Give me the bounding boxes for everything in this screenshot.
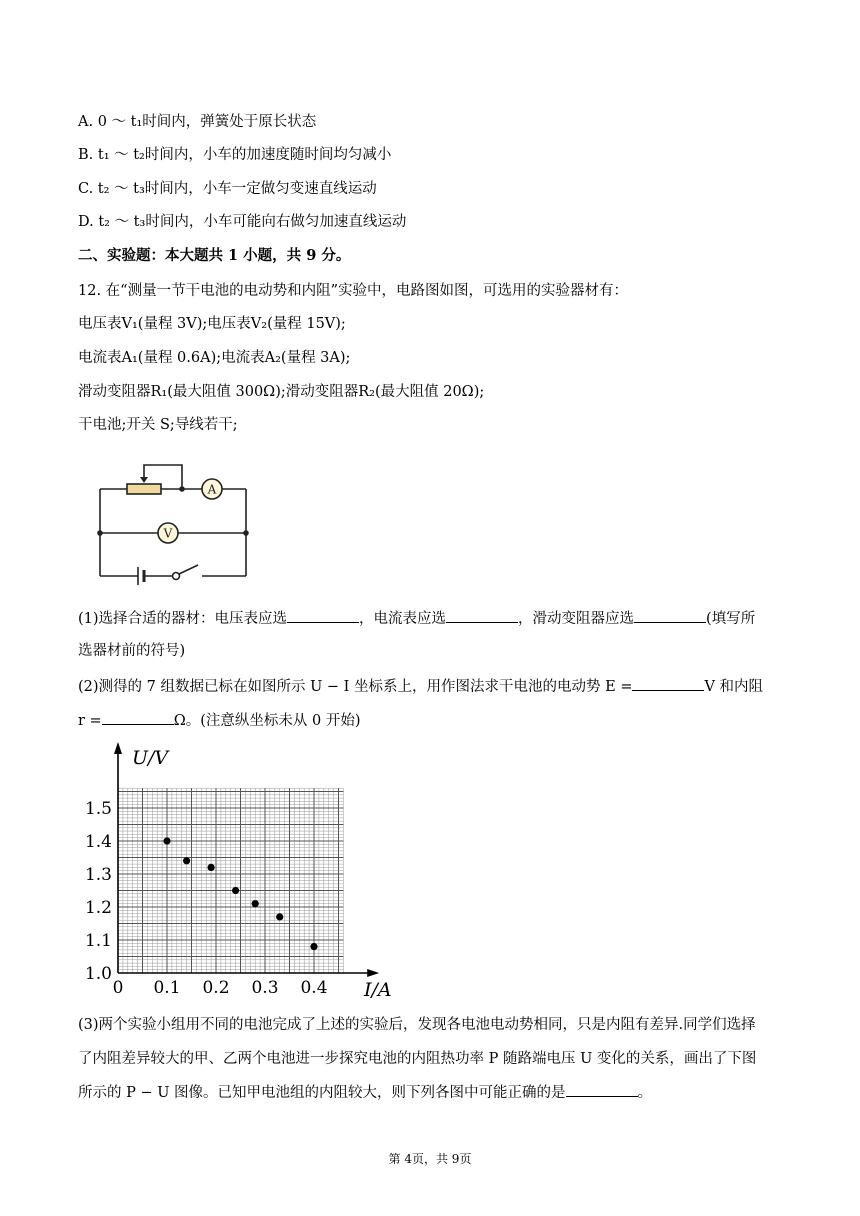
data-point — [232, 887, 239, 894]
x-tick-label: 0 — [112, 978, 124, 998]
part2-text-1: (2)测得的 7 组数据已标在如图所示 U − I 坐标系上，用作图法求干电池的电动势 E = — [78, 679, 633, 695]
part3-line2: 了内阻差异较大的甲、乙两个电池进一步探究电池的内阻热功率 P 随路端电压 U 变化的关系，画出了下图 — [78, 1051, 757, 1067]
part3-text: 所示的 P − U 图像。已知甲电池组的内阻较大，则下列各图中可能正确的是 — [78, 1085, 566, 1101]
y-tick-label: 1.5 — [84, 799, 112, 819]
rheostat-options: 滑动变阻器R₁(最大阻值 300Ω);滑动变阻器R₂(最大阻值 20Ω); — [78, 384, 485, 400]
x-tick-label: 0.4 — [300, 978, 328, 998]
y-tick-label: 1.3 — [84, 865, 112, 885]
voltmeter-options: 电压表V₁(量程 3V);电压表V₂(量程 15V); — [78, 316, 346, 332]
question-intro: 12. 在“测量一节干电池的电动势和内阻”实验中，电路图如图，可选用的实验器材有： — [78, 283, 628, 299]
part2-text-4: Ω。(注意纵坐标未从 0 开始) — [173, 713, 361, 729]
graph-answer-blank[interactable] — [566, 1082, 638, 1097]
ammeter-options: 电流表A₁(量程 0.6A);电流表A₂(量程 3A); — [78, 350, 351, 366]
part3-line3 — [78, 1082, 652, 1103]
resistance-answer-blank[interactable] — [102, 710, 174, 725]
circuit-diagram — [90, 455, 260, 585]
ammeter-answer-blank[interactable] — [446, 608, 518, 623]
option-b: B. t₁ ～ t₂时间内，小车的加速度随时间均匀减小 — [78, 147, 392, 163]
option-d: D. t₂ ～ t₃时间内，小车可能向右做匀加速直线运动 — [78, 214, 407, 230]
y-axis-label: U/V — [132, 747, 169, 769]
part3-line1: (3)两个实验小组用不同的电池完成了上述的实验后，发现各电池电动势相同，只是内阻有差异.同学们选择 — [78, 1017, 756, 1033]
rheostat-answer-blank[interactable] — [634, 608, 706, 623]
part2-text-2: V 和内阻 — [704, 679, 764, 695]
data-point — [183, 857, 190, 864]
y-tick-label: 1.2 — [84, 898, 112, 918]
x-tick-label: 0.3 — [251, 978, 279, 998]
ammeter-symbol: A — [207, 482, 217, 497]
voltmeter-answer-blank[interactable] — [287, 608, 359, 623]
y-tick-label: 1.4 — [84, 832, 112, 852]
option-c: C. t₂ ～ t₃时间内，小车一定做匀变速直线运动 — [78, 181, 377, 197]
part2-text-3: r = — [78, 713, 102, 729]
part3-text-end: 。 — [637, 1085, 653, 1101]
u-i-chart — [80, 740, 410, 1002]
other-equipment: 干电池;开关 S;导线若干; — [78, 417, 238, 433]
x-axis-label: I/A — [364, 979, 392, 1001]
x-tick-label: 0.2 — [202, 978, 230, 998]
option-a: A. 0 ～ t₁时间内，弹簧处于原长状态 — [78, 114, 317, 130]
part1-text-2: ，电流表应选 — [359, 611, 447, 627]
data-point — [208, 864, 215, 871]
part1-line1 — [78, 608, 755, 629]
section-heading: 二、实验题：本大题共 1 小题，共 9 分。 — [78, 247, 351, 264]
voltmeter-symbol: V — [163, 526, 173, 541]
page-footer: 第 4页，共 9页 — [388, 1152, 472, 1166]
part1-text-1: (1)选择合适的器材：电压表应选 — [78, 611, 288, 627]
data-point — [252, 900, 259, 907]
y-tick-label: 1.1 — [84, 931, 112, 951]
y-tick-label: 1.0 — [84, 964, 112, 984]
part2-line1 — [78, 676, 763, 697]
part1-text-3: ，滑动变阻器应选 — [518, 611, 635, 627]
emf-answer-blank[interactable] — [632, 676, 704, 691]
data-point — [310, 943, 317, 950]
data-point — [163, 837, 170, 844]
data-point — [276, 913, 283, 920]
x-tick-label: 0.1 — [153, 978, 181, 998]
part1-text-4: (填写所 — [706, 611, 756, 627]
part2-line2 — [78, 710, 360, 731]
part1-line2: 选器材前的符号) — [78, 643, 186, 659]
